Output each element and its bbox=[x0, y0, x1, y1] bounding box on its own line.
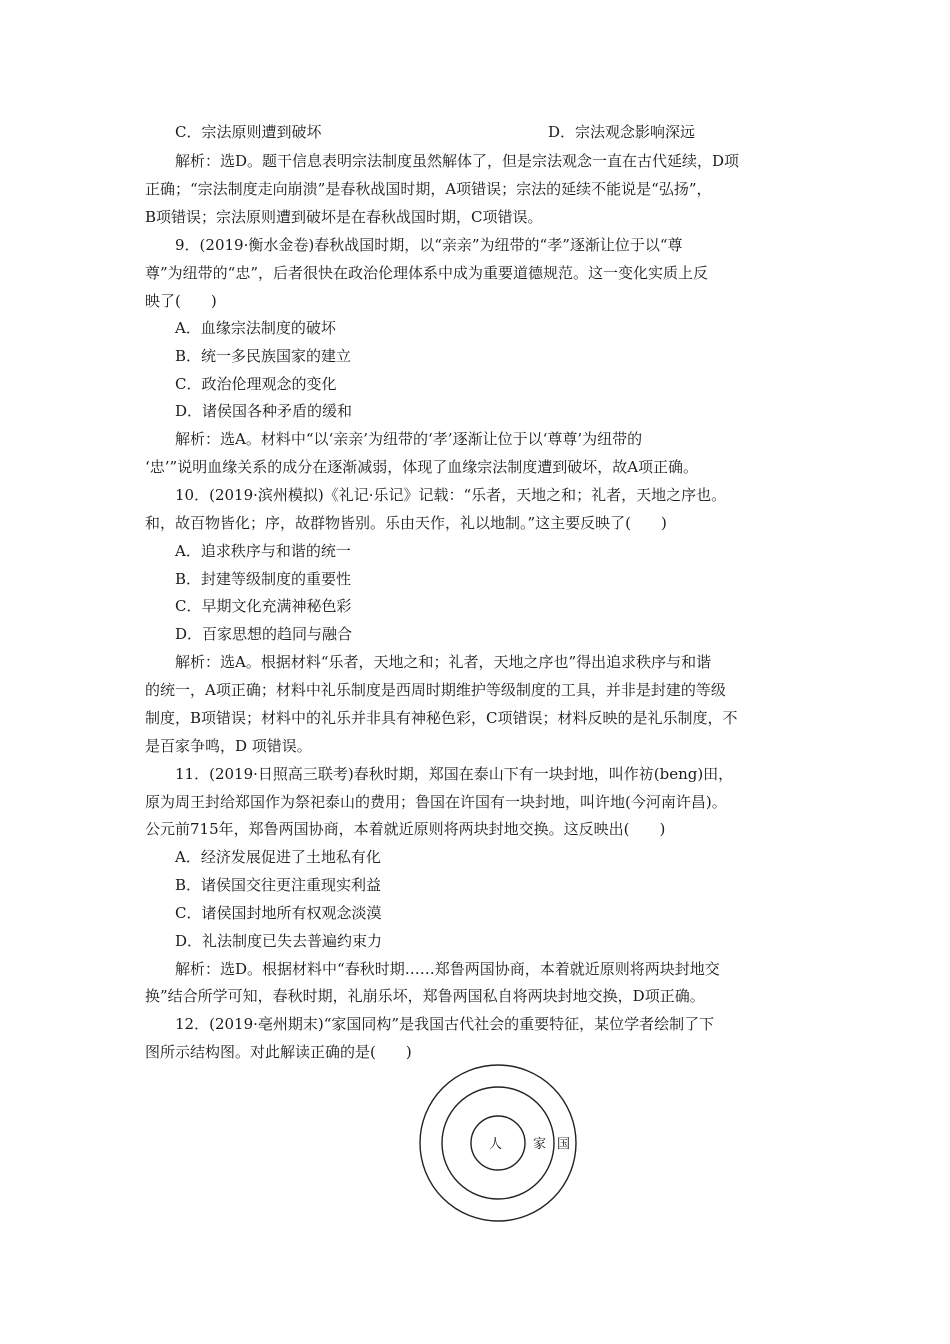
q11-analysis-line: 解析：选D。根据材料中“春秋时期……郑鲁两国协商，本着就近原则将两块封地交 bbox=[175, 960, 720, 978]
q9-stem-line: 尊”为纽带的“忠”，后者很快在政治伦理体系中成为重要道德规范。这一变化实质上反 bbox=[145, 264, 709, 282]
q8-option-d: D．宗法观念影响深远 bbox=[548, 123, 696, 141]
q8-analysis-line: 解析：选D。题干信息表明宗法制度虽然解体了，但是宗法观念一直在古代延续，D项 bbox=[175, 152, 740, 170]
q12-stem-line: 12．(2019·亳州期末)“家国同构”是我国古代社会的重要特征，某位学者绘制了下 bbox=[175, 1015, 715, 1033]
diagram-label-guo: 国 bbox=[557, 1137, 571, 1152]
family-state-diagram bbox=[418, 1063, 578, 1223]
q10-option: A．追求秩序与和谐的统一 bbox=[175, 542, 351, 560]
q11-option: C．诸侯国封地所有权观念淡漠 bbox=[175, 904, 382, 922]
q10-option: D．百家思想的趋同与融合 bbox=[175, 625, 353, 643]
q10-stem-line: 和，故百物皆化；序，故群物皆别。乐由天作，礼以地制。”这主要反映了( ) bbox=[145, 514, 667, 532]
q11-stem-line: 11．(2019·日照高三联考)春秋时期，郑国在泰山下有一块封地，叫作祊(beng)田， bbox=[175, 765, 734, 783]
q10-analysis-line: 是百家争鸣，D 项错误。 bbox=[145, 737, 312, 755]
q9-option: C．政治伦理观念的变化 bbox=[175, 375, 337, 393]
q12-stem-line: 图所示结构图。对此解读正确的是( ) bbox=[145, 1043, 412, 1061]
diagram-label-jia: 家 bbox=[533, 1137, 547, 1152]
q11-option: B．诸侯国交往更注重现实利益 bbox=[175, 876, 382, 894]
q10-analysis-line: 的统一，A项正确；材料中礼乐制度是西周时期维护等级制度的工具，并非是封建的等级 bbox=[145, 681, 726, 699]
q11-stem-line: 公元前715年，郑鲁两国协商，本着就近原则将两块封地交换。这反映出( ) bbox=[145, 820, 666, 838]
q8-option-c: C．宗法原则遭到破坏 bbox=[175, 123, 322, 141]
q9-option: A．血缘宗法制度的破坏 bbox=[175, 319, 336, 337]
q9-stem-line: 映了( ) bbox=[145, 292, 217, 310]
q11-option: D．礼法制度已失去普遍约束力 bbox=[175, 932, 383, 950]
q11-stem-line: 原为周王封给郑国作为祭祀泰山的费用；鲁国在许国有一块封地，叫许地(今河南许昌)。 bbox=[145, 793, 727, 811]
q8-analysis-line: B项错误；宗法原则遭到破坏是在春秋战国时期，C项错误。 bbox=[145, 208, 543, 226]
q8-analysis-line: 正确；“宗法制度走向崩溃”是春秋战国时期，A项错误；宗法的延续不能说是“弘扬”， bbox=[145, 180, 712, 198]
q10-analysis-line: 制度，B项错误；材料中的礼乐并非具有神秘色彩，C项错误；材料反映的是礼乐制度，不 bbox=[145, 709, 738, 727]
q9-analysis-line: 解析：选A。材料中“以‘亲亲’为纽带的‘孝’逐渐让位于以‘尊尊’为纽带的 bbox=[175, 430, 643, 448]
q11-analysis-line: 换”结合所学可知，春秋时期，礼崩乐坏，郑鲁两国私自将两块封地交换，D项正确。 bbox=[145, 987, 705, 1005]
q10-stem-line: 10．(2019·滨州模拟)《礼记·乐记》记载：“乐者，天地之和；礼者，天地之序也。 bbox=[175, 486, 727, 504]
q9-analysis-line: ‘忠’”说明血缘关系的成分在逐渐减弱，体现了血缘宗法制度遭到破坏，故A项正确。 bbox=[145, 458, 699, 476]
q10-option: C．早期文化充满神秘色彩 bbox=[175, 597, 352, 615]
q10-analysis-line: 解析：选A。根据材料“乐者，天地之和；礼者，天地之序也”得出追求秩序与和谐 bbox=[175, 653, 712, 671]
q9-stem-line: 9．(2019·衡水金卷)春秋战国时期，以“亲亲”为纽带的“孝”逐渐让位于以“尊 bbox=[175, 236, 683, 254]
q9-option: D．诸侯国各种矛盾的缓和 bbox=[175, 402, 353, 420]
q10-option: B．封建等级制度的重要性 bbox=[175, 570, 352, 588]
diagram-label-ren: 人 bbox=[489, 1137, 503, 1152]
q11-option: A．经济发展促进了土地私有化 bbox=[175, 848, 381, 866]
q9-option: B．统一多民族国家的建立 bbox=[175, 347, 352, 365]
